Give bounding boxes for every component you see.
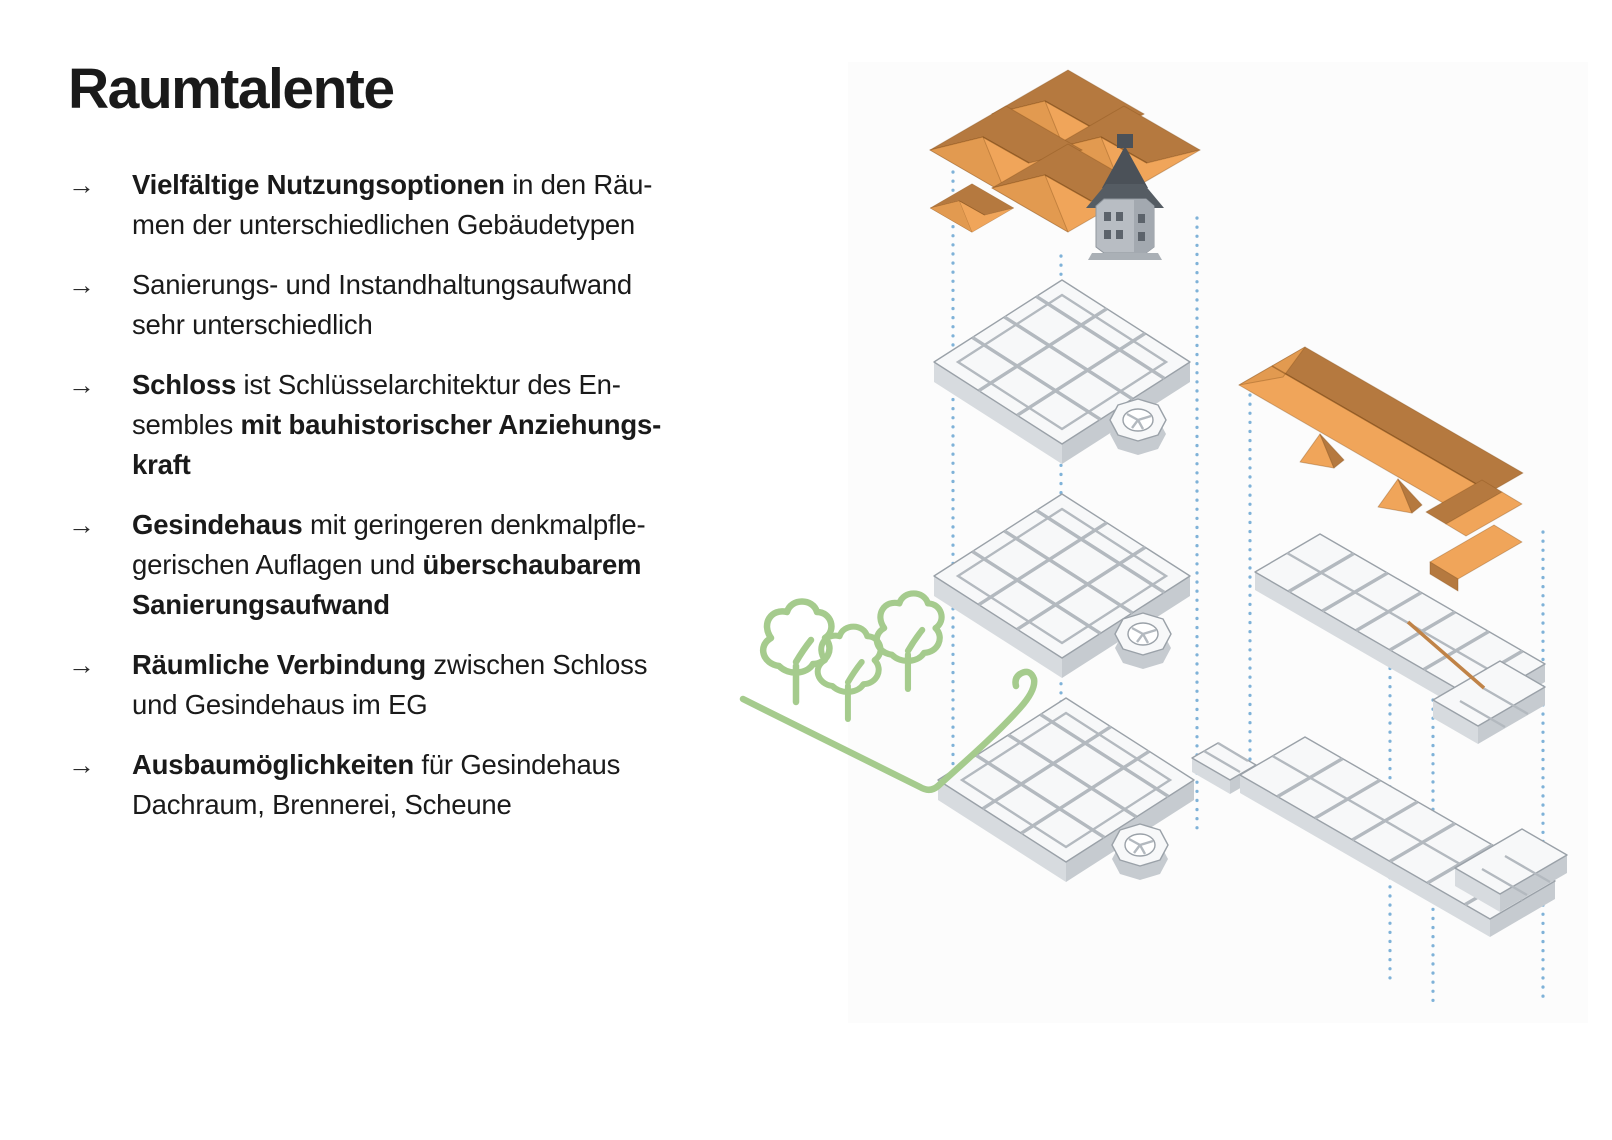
content-column — [68, 44, 828, 845]
arrow-icon: → — [68, 169, 95, 200]
list-item — [68, 505, 828, 625]
bullet-text: Sanierungs- und Instandhaltungsaufwand sehr unterschiedlich — [132, 268, 632, 340]
list-item — [68, 645, 828, 725]
bullet-text: Räumliche Verbindung zwischen Schloss und Gesindehaus im EG — [132, 648, 648, 720]
list-item — [68, 265, 828, 345]
list-item — [68, 745, 828, 825]
talents-list — [68, 165, 828, 825]
bullet-text: Gesindehaus mit geringeren denkmalpfle- gerischen Auflagen und überschaubarem Sanierungsaufwand — [132, 508, 646, 620]
bullet-text: Vielfältige Nutzungsoptionen in den Räu- men der unterschiedlichen Gebäudetypen — [132, 168, 653, 240]
arrow-icon: → — [68, 749, 95, 780]
arrow-icon: → — [68, 269, 95, 300]
bullet-text: Ausbaumöglichkeiten für Gesindehaus Dachraum, Brennerei, Scheune — [132, 748, 621, 820]
list-item — [68, 165, 828, 245]
list-item — [68, 365, 828, 485]
arrow-icon: → — [68, 649, 95, 680]
page-title: Raumtalente — [68, 57, 394, 121]
bullet-text: Schloss ist Schlüsselarchitektur des En- sembles mit bauhistorischer Anziehungs- kraft — [132, 368, 662, 480]
arrow-icon: → — [68, 369, 95, 400]
arrow-icon: → — [68, 509, 95, 540]
